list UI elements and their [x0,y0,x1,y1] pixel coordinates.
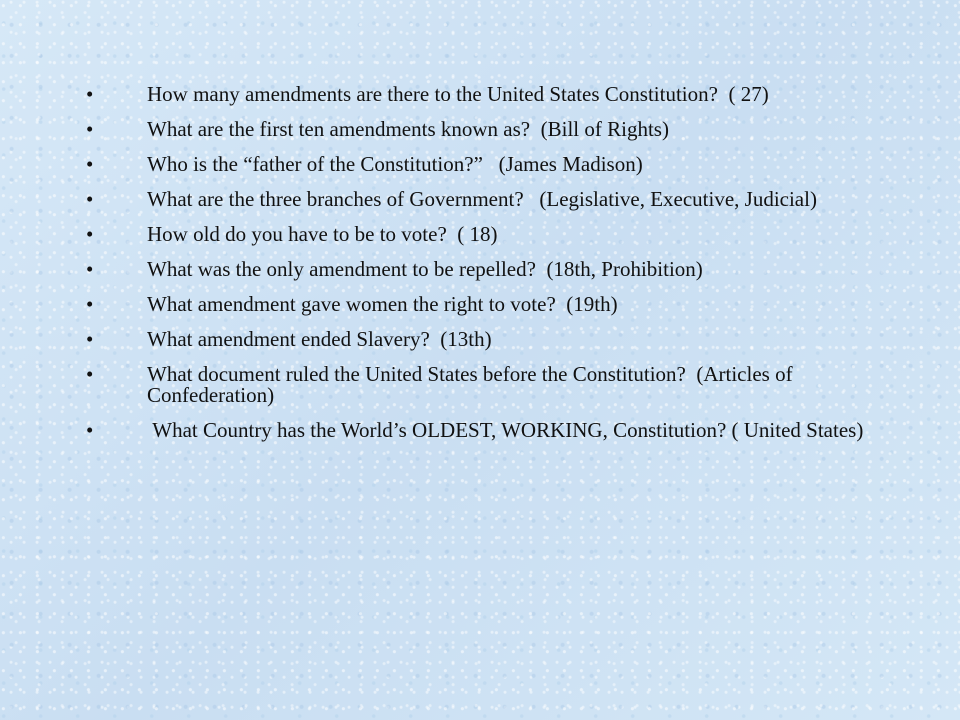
question-text: How old do you have to be to vote? ( 18) [147,222,498,246]
question-text: What amendment gave women the right to vote? (19th) [147,292,618,316]
bullet-icon: • [86,327,94,351]
list-item [86,189,886,210]
list-item [86,224,886,245]
bullet-icon: • [86,82,94,106]
question-text: How many amendments are there to the United States Constitution? ( 27) [147,82,769,106]
question-text: What amendment ended Slavery? (13th) [147,327,492,351]
bullet-icon: • [86,362,94,386]
question-text: What are the three branches of Government? (Legislative, Executive, Judicial) [147,187,817,211]
question-text: What Country has the World’s OLDEST, WORKING, Constitution? ( United States) [147,418,864,442]
list-item [86,364,886,406]
list-item [86,259,886,280]
bullet-icon: • [86,418,94,442]
bullet-icon: • [86,222,94,246]
question-text: What are the first ten amendments known as? (Bill of Rights) [147,117,669,141]
question-text: What document ruled the United States before the Constitution? (Articles of Confederation) [147,362,798,407]
bullet-icon: • [86,292,94,316]
list-item [86,294,886,315]
list-item [86,84,886,105]
list-item [86,154,886,175]
list-item [86,420,886,441]
list-item [86,329,886,350]
question-text: What was the only amendment to be repelled? (18th, Prohibition) [147,257,703,281]
bullet-icon: • [86,257,94,281]
bullet-list [86,84,886,455]
question-text: Who is the “father of the Constitution?” (James Madison) [147,152,643,176]
bullet-icon: • [86,152,94,176]
bullet-icon: • [86,117,94,141]
list-item [86,119,886,140]
bullet-icon: • [86,187,94,211]
